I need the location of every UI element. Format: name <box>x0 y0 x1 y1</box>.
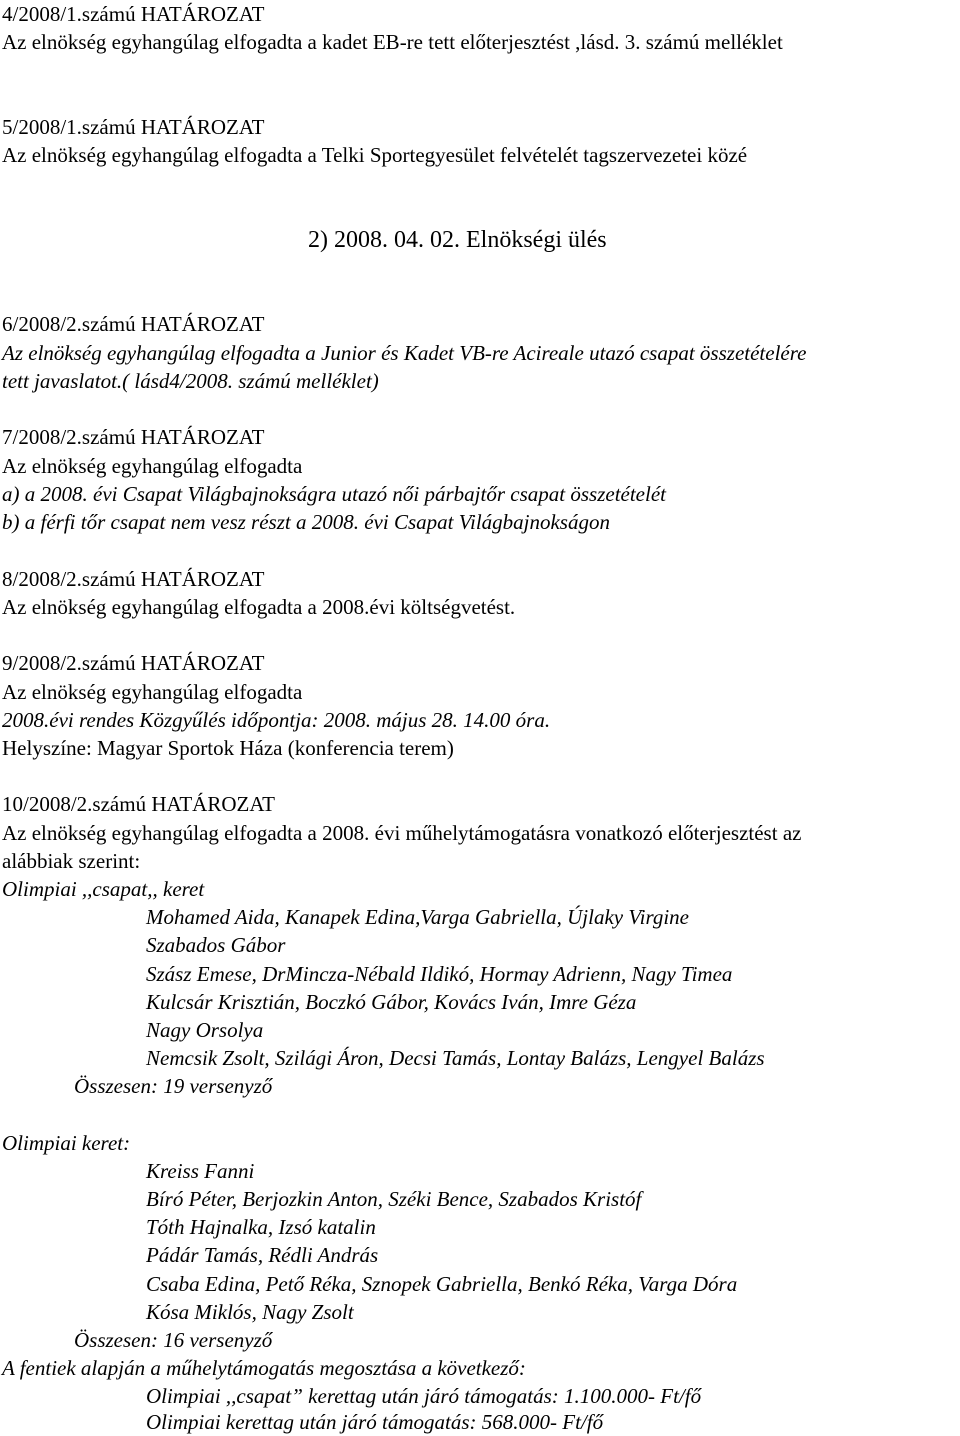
squad-total: Összesen: 19 versenyző <box>74 1074 273 1098</box>
resolution-6-text-2: tett javaslatot.( lásd4/2008. számú melléklet) <box>2 369 379 393</box>
resolution-10-title: 10/2008/2.számú HATÁROZAT <box>2 792 275 816</box>
resolution-9-text: Az elnökség egyhangúlag elfogadta <box>2 680 303 704</box>
squad-members-1: Mohamed Aida, Kanapek Edina,Varga Gabriella, Újlaky Virgine <box>146 905 690 929</box>
olympic-members-6: Kósa Miklós, Nagy Zsolt <box>146 1300 354 1324</box>
olympic-total: Összesen: 16 versenyző <box>74 1328 273 1352</box>
resolution-7-text: Az elnökség egyhangúlag elfogadta <box>2 454 303 478</box>
olympic-members-1: Kreiss Fanni <box>146 1159 255 1183</box>
olympic-members-4: Pádár Tamás, Rédli András <box>146 1243 379 1267</box>
resolution-7-item-a: a) a 2008. évi Csapat Világbajnokságra utazó női párbajtőr csapat összetételét <box>2 482 666 506</box>
squad-members-6: Nemcsik Zsolt, Szilági Áron, Decsi Tamás, Lontay Balázs, Lengyel Balázs <box>146 1046 765 1070</box>
resolution-5-text: Az elnökség egyhangúlag elfogadta a Telki Sportegyesület felvételét tagszervezetei közé <box>2 143 748 167</box>
support-olympic-squad: Olimpiai kerettag után járó támogatás: 568.000- Ft/fő <box>146 1410 604 1434</box>
resolution-9-venue: Helyszíne: Magyar Sportok Háza (konferencia terem) <box>2 736 454 760</box>
support-team-squad: Olimpiai ,,csapat” kerettag után járó támogatás: 1.100.000- Ft/fő <box>146 1384 702 1408</box>
resolution-8-text: Az elnökség egyhangúlag elfogadta a 2008.évi költségvetést. <box>2 595 516 619</box>
olympic-squad-label: Olimpiai keret: <box>2 1131 131 1155</box>
squad-members-5: Nagy Orsolya <box>146 1018 264 1042</box>
resolution-8-title: 8/2008/2.számú HATÁROZAT <box>2 567 265 591</box>
resolution-9-date: 2008.évi rendes Közgyűlés időpontja: 2008. május 28. 14.00 óra. <box>2 708 551 732</box>
resolution-4-title: 4/2008/1.számú HATÁROZAT <box>2 2 265 26</box>
resolution-4-text: Az elnökség egyhangúlag elfogadta a kadet EB-re tett előterjesztést ,lásd. 3. számú melléklet <box>2 30 783 54</box>
resolution-9-title: 9/2008/2.számú HATÁROZAT <box>2 651 265 675</box>
olympic-members-5: Csaba Edina, Pető Réka, Sznopek Gabriella, Benkó Réka, Varga Dóra <box>146 1272 738 1296</box>
resolution-7-item-b: b) a férfi tőr csapat nem vesz részt a 2008. évi Csapat Világbajnokságon <box>2 510 610 534</box>
resolution-10-text-2: alábbiak szerint: <box>2 849 141 873</box>
squad-members-2: Szabados Gábor <box>146 933 286 957</box>
support-distribution-heading: A fentiek alapján a műhelytámogatás megosztása a következő: <box>2 1356 526 1380</box>
olympic-members-3: Tóth Hajnalka, Izsó katalin <box>146 1215 376 1239</box>
meeting-heading: 2) 2008. 04. 02. Elnökségi ülés <box>308 227 607 253</box>
squad-members-4: Kulcsár Krisztián, Boczkó Gábor, Kovács Iván, Imre Géza <box>146 990 637 1014</box>
squad-members-3: Szász Emese, DrMincza-Nébald Ildikó, Hormay Adrienn, Nagy Timea <box>146 962 733 986</box>
resolution-6-title: 6/2008/2.számú HATÁROZAT <box>2 312 265 336</box>
olympic-team-squad-label: Olimpiai ,,csapat,, keret <box>2 877 205 901</box>
resolution-6-text-1: Az elnökség egyhangúlag elfogadta a Junior és Kadet VB-re Acireale utazó csapat összetételére <box>2 341 807 365</box>
resolution-5-title: 5/2008/1.számú HATÁROZAT <box>2 115 265 139</box>
olympic-members-2: Bíró Péter, Berjozkin Anton, Széki Bence, Szabados Kristóf <box>146 1187 642 1211</box>
resolution-10-text-1: Az elnökség egyhangúlag elfogadta a 2008. évi műhelytámogatásra vonatkozó előterjesztést az <box>2 821 802 845</box>
resolution-7-title: 7/2008/2.számú HATÁROZAT <box>2 425 265 449</box>
